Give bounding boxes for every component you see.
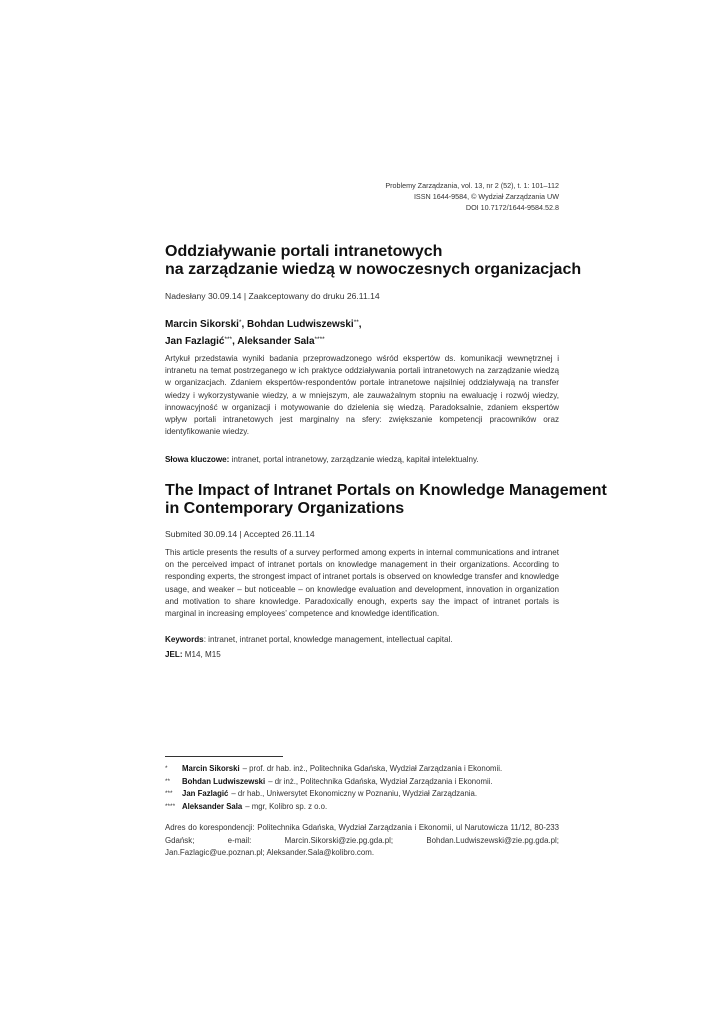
footnote-text: – dr inż., Politechnika Gdańska, Wydział Zarządzania i Ekonomii. — [268, 776, 493, 786]
author-line-2 — [165, 332, 362, 349]
polish-title-line-1: Oddziaływanie portali intranetowych — [165, 243, 443, 260]
journal-doi: DOI 10.7172/1644-9584.52.8 — [465, 203, 559, 212]
author-name: Bohdan Ludwiszewski — [247, 319, 354, 330]
english-keywords-text: : intranet, intranet portal, knowledge management, intellectual capital. — [203, 635, 453, 644]
journal-citation: Problemy Zarządzania, vol. 13, nr 2 (52), t. 1: 101–112 — [385, 181, 559, 190]
author-mark: * — [238, 319, 242, 326]
footnote — [165, 801, 559, 814]
polish-keywords-label: Słowa kluczowe: — [165, 455, 230, 464]
footnote-mark: **** — [165, 802, 176, 810]
author-list — [165, 315, 362, 349]
footnote — [165, 776, 559, 789]
footnote-text: – mgr, Kolibro sp. z o.o. — [245, 801, 328, 811]
footnote-text: – prof. dr hab. inż., Politechnika Gdańska, Wydział Zarządzania i Ekonomii. — [242, 764, 503, 773]
jel-codes — [165, 649, 559, 661]
polish-title-line-2: na zarządzanie wiedzą w nowoczesnych organizacjach — [165, 261, 582, 278]
footnote-name: Jan Fazlagić — [182, 789, 229, 798]
correspondence-address: Adres do korespondencji: Politechnika Gdańska, Wydział Zarządzania i Ekonomii, ul Narutowicza 11/12, 80-233 Gdańsk; e-mail: Marcin.Sikorski@zie.pg.gda.pl; Bohdan.Ludwiszewski@zie.pg.gda.pl; Jan.Fazlagic@ue.poznan.pl; Aleksander.Sala@kolibro.com. — [165, 823, 559, 857]
english-dates: Submited 30.09.14 | Accepted 26.11.14 — [165, 529, 315, 539]
footnotes — [165, 763, 559, 813]
english-title — [165, 482, 607, 518]
author-mark: ** — [353, 319, 359, 326]
footnote-mark: *** — [165, 790, 173, 797]
author-separator: , — [241, 319, 248, 330]
footnote-text: – dr hab., Uniwersytet Ekonomiczny w Poznaniu, Wydział Zarządzania. — [231, 789, 478, 798]
polish-keywords-text: intranet, portal intranetowy, zarządzanie wiedzą, kapitał intelektualny. — [229, 455, 479, 464]
english-abstract: This article presents the results of a survey performed among experts in internal communications and intranet on the perceived impact of intranet portals on knowledge management in their organizations. According to responding experts, the strongest impact of intranet portals is observed on knowledge transfer and knowledge usage, and weaker – but noticeable – on knowledge evaluation and development, innovation in organization and motivation to share knowledge. Paradoxically enough, experts say the impact of intranet portals is marginal in increasing employees’ competence and knowledge identification. — [165, 548, 559, 619]
footnote — [165, 788, 559, 801]
footnote — [165, 763, 559, 776]
polish-title — [165, 243, 585, 279]
footnote-mark: * — [165, 765, 168, 772]
footnote-name: Aleksander Sala — [182, 801, 243, 811]
author-mark: **** — [314, 336, 325, 343]
english-keywords — [165, 634, 559, 646]
author-separator: , — [358, 319, 362, 330]
english-title-line-1: The Impact of Intranet Portals on Knowledge Management — [165, 482, 607, 499]
footnote-rule — [165, 756, 283, 757]
polish-abstract: Artykuł przedstawia wyniki badania przeprowadzonego wśród ekspertów ds. komunikacji wewnętrznej i intranetu na temat postrzeganego w ich praktyce oddziaływania portali intranetowych na zarządzanie wiedzą w organizacjach. Zdaniem ekspertów-respondentów portale intranetowe najsilniej oddziaływają na transfer wiedzy i wykorzystywanie wiedzy, a w mniejszym, ale zauważalnym stopniu na ewaluację i rozwój wiedzy, innowacyjność w organizacji i motywowanie do dzielenia się wiedzą. Paradoksalnie, zdaniem ekspertów wpływ portali intranetowych jest marginalny na sfery: zwiększanie kompetencji pracowników oraz identyfikowanie wiedzy. — [165, 354, 559, 437]
author-name: Marcin Sikorski — [165, 319, 239, 330]
english-title-line-2: in Contemporary Organizations — [165, 500, 405, 517]
jel-text: M14, M15 — [182, 650, 221, 659]
author-mark: *** — [224, 336, 233, 343]
author-separator: , — [232, 336, 238, 347]
jel-label: JEL: — [165, 650, 183, 659]
author-line-1 — [165, 315, 362, 332]
english-keywords-label: Keywords — [165, 635, 204, 644]
footnote-mark: ** — [165, 777, 171, 785]
journal-issn: ISSN 1644-9584, © Wydział Zarządzania UW — [413, 192, 559, 201]
footnote-name: Marcin Sikorski — [182, 764, 240, 773]
polish-keywords — [165, 454, 559, 466]
journal-info — [385, 180, 559, 213]
author-name: Jan Fazlagić — [165, 336, 225, 347]
article-first-page — [165, 0, 607, 1024]
polish-dates: Nadesłany 30.09.14 | Zaakceptowany do druku 26.11.14 — [165, 291, 380, 301]
author-name: Aleksander Sala — [237, 336, 315, 347]
footnote-name: Bohdan Ludwiszewski — [182, 776, 266, 786]
